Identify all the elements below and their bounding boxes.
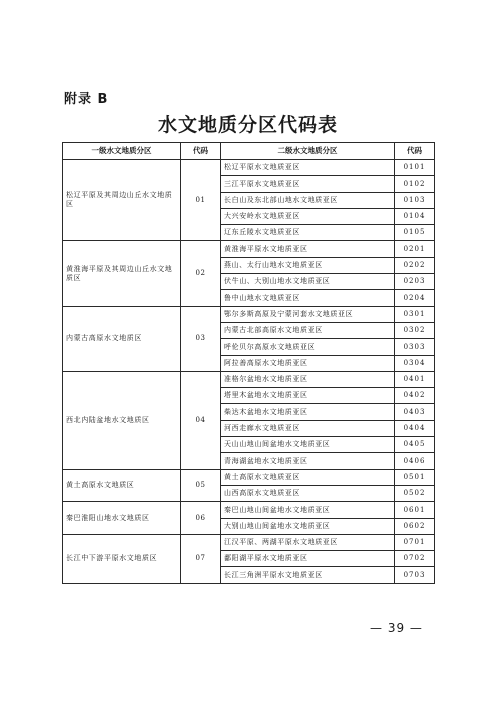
table-row [63,306,435,322]
level2-zone-name: 内蒙古北部高原水文地质亚区 [221,322,395,338]
level2-zone-name: 秦巴山地山间盆地水文地质亚区 [221,502,395,518]
level2-zone-code: 0501 [395,469,435,485]
table-row [63,241,435,257]
level2-zone-name: 鄂尔多斯高原及宁蒙河套水文地质亚区 [221,306,395,322]
level2-zone-name: 三江平原水文地质亚区 [221,176,395,192]
level2-zone-name: 天山山地山间盆地水文地质亚区 [221,437,395,453]
header-level1-code: 代码 [181,143,221,160]
level2-zone-name: 鲁中山地水文地质亚区 [221,290,395,306]
appendix-label: 附录 B [64,92,109,107]
header-level2-code: 代码 [395,143,435,160]
level2-zone-code: 0203 [395,274,435,290]
level1-zone-code: 07 [181,534,221,583]
table-title: 水文地质分区代码表 [157,114,338,136]
zoning-code-table [62,142,435,584]
level2-zone-code: 0303 [395,339,435,355]
level2-zone-name: 山西高原水文地质亚区 [221,485,395,501]
level2-zone-code: 0204 [395,290,435,306]
level2-zone-name: 松辽平原水文地质亚区 [221,160,395,176]
page-number: — 39 — [370,621,423,635]
level1-zone-code: 04 [181,371,221,469]
table-row [63,534,435,550]
level2-zone-code: 0404 [395,420,435,436]
level2-zone-name: 燕山、太行山地水文地质亚区 [221,257,395,273]
level2-zone-name: 柴达木盆地水文地质亚区 [221,404,395,420]
level1-zone-name: 松辽平原及其周边山丘水文地质区 [63,160,181,241]
level2-zone-code: 0302 [395,322,435,338]
level2-zone-code: 0102 [395,176,435,192]
level2-zone-code: 0403 [395,404,435,420]
level2-zone-code: 0304 [395,355,435,371]
level1-zone-name: 西北内陆盆地水文地质区 [63,371,181,469]
level2-zone-code: 0105 [395,225,435,241]
level2-zone-code: 0602 [395,518,435,534]
level1-zone-code: 02 [181,241,221,306]
level2-zone-name: 伏牛山、大别山地水文地质亚区 [221,274,395,290]
level1-zone-name: 秦巴淮阳山地水文地质区 [63,502,181,535]
level1-zone-name: 黄土高原水文地质区 [63,469,181,502]
table-row [63,371,435,387]
level2-zone-name: 黄土高原水文地质亚区 [221,469,395,485]
level2-zone-name: 呼伦贝尔高原水文地质亚区 [221,339,395,355]
table-body [63,160,435,584]
level2-zone-code: 0702 [395,551,435,567]
level1-zone-name: 长江中下游平原水文地质区 [63,534,181,583]
level2-zone-code: 0103 [395,192,435,208]
level2-zone-name: 辽东丘陵水文地质亚区 [221,225,395,241]
header-row [63,143,435,160]
level2-zone-code: 0502 [395,485,435,501]
level2-zone-name: 鄱阳湖平原水文地质亚区 [221,551,395,567]
level2-zone-code: 0201 [395,241,435,257]
level2-zone-code: 0402 [395,388,435,404]
level2-zone-name: 塔里木盆地水文地质亚区 [221,388,395,404]
level1-zone-name: 黄淮海平原及其周边山丘水文地质区 [63,241,181,306]
table-row [63,469,435,485]
level1-zone-code: 03 [181,306,221,371]
level2-zone-name: 青海湖盆地水文地质亚区 [221,453,395,469]
level2-zone-code: 0405 [395,437,435,453]
level2-zone-name: 江汉平原、两湖平原水文地质亚区 [221,534,395,550]
level2-zone-code: 0101 [395,160,435,176]
level2-zone-code: 0703 [395,567,435,583]
level2-zone-code: 0601 [395,502,435,518]
header-level2-zone: 二级水文地质分区 [221,143,395,160]
level1-zone-code: 06 [181,502,221,535]
table-row [63,160,435,176]
level2-zone-name: 大别山地山间盆地水文地质亚区 [221,518,395,534]
table-row [63,502,435,518]
level1-zone-name: 内蒙古高原水文地质区 [63,306,181,371]
level2-zone-name: 准格尔盆地水文地质亚区 [221,371,395,387]
level2-zone-name: 长白山及东北部山地水文地质亚区 [221,192,395,208]
level2-zone-code: 0104 [395,208,435,224]
level1-zone-code: 01 [181,160,221,241]
level2-zone-code: 0701 [395,534,435,550]
level2-zone-code: 0401 [395,371,435,387]
header-level1-zone: 一级水文地质分区 [63,143,181,160]
level2-zone-name: 阿拉善高原水文地质亚区 [221,355,395,371]
level2-zone-name: 黄淮海平原水文地质亚区 [221,241,395,257]
level2-zone-name: 河西走廊水文地质亚区 [221,420,395,436]
level1-zone-code: 05 [181,469,221,502]
level2-zone-code: 0301 [395,306,435,322]
level2-zone-name: 大兴安岭水文地质亚区 [221,208,395,224]
table-header [63,143,435,160]
level2-zone-name: 长江三角洲平原水文地质亚区 [221,567,395,583]
level2-zone-code: 0406 [395,453,435,469]
level2-zone-code: 0202 [395,257,435,273]
